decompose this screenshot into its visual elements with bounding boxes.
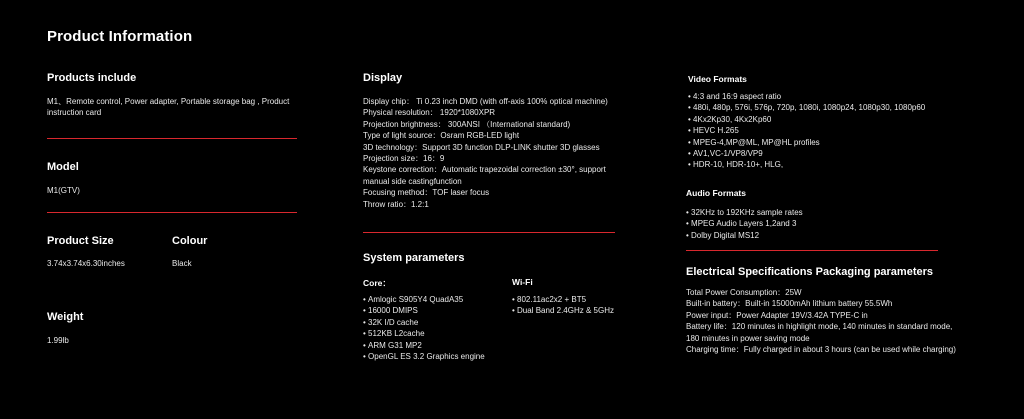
list-item: • 480i, 480p, 576i, 576p, 720p, 1080i, 1080p24, 1080p30, 1080p60 <box>688 102 925 113</box>
system-parameters-heading: System parameters <box>363 252 465 264</box>
list-item: • MPEG-4,MP@ML, MP@HL profiles <box>688 137 925 148</box>
divider-products <box>47 138 297 139</box>
product-size-value: 3.74x3.74x6.30inches <box>47 259 125 268</box>
list-item: • MPEG Audio Layers 1,2and 3 <box>686 218 803 229</box>
products-include-heading: Products include <box>47 72 137 84</box>
list-item: • AV1,VC-1/VP8/VP9 <box>688 148 925 159</box>
electrical-heading: Electrical Specifications Packaging parameters <box>686 266 934 278</box>
display-line: Throw ratio：1.2:1 <box>363 199 429 209</box>
display-line: Projection size：16：9 <box>363 154 445 164</box>
electrical-line: Total Power Consumption：25W <box>686 288 802 297</box>
product-size-heading: Product Size <box>47 235 114 247</box>
list-item: • OpenGL ES 3.2 Graphics engine <box>363 351 485 362</box>
display-line: Physical resolution： 1920*1080XPR <box>363 108 496 118</box>
list-item: • HDR-10, HDR-10+, HLG, <box>688 159 925 170</box>
audio-formats-heading: Audio Formats <box>686 188 746 198</box>
display-line: 3D technology：Support 3D function DLP-LINK shutter 3D glasses <box>363 142 600 152</box>
core-list <box>363 294 485 362</box>
electrical-line: 180 minutes in power saving mode <box>686 333 810 343</box>
model-value: M1(GTV) <box>47 186 80 195</box>
list-item: • Dual Band 2.4GHz & 5GHz <box>512 305 614 316</box>
audio-formats-list <box>686 207 803 241</box>
electrical-line: Built-in battery：Built-in 15000mAh lithium battery 55.5Wh <box>686 299 893 309</box>
divider-display <box>363 232 615 233</box>
core-heading: Core： <box>363 278 391 288</box>
divider-model <box>47 212 297 213</box>
list-item: • 512KB L2cache <box>363 328 485 339</box>
electrical-spec-list <box>686 287 956 355</box>
display-line: Type of light source：Osram RGB-LED light <box>363 131 520 141</box>
list-item: • ARM G31 MP2 <box>363 340 485 351</box>
products-include-text: M1、Remote control, Power adapter, Portable storage bag , Product instruction card <box>47 97 290 118</box>
display-spec-list <box>363 96 608 210</box>
list-item: • 16000 DMIPS <box>363 305 485 316</box>
colour-value: Black <box>172 259 192 268</box>
wifi-list <box>512 294 614 317</box>
divider-audio <box>686 250 938 251</box>
list-item: • 4Kx2Kp30, 4Kx2Kp60 <box>688 114 925 125</box>
display-line: Focusing method：TOF laser focus <box>363 188 490 198</box>
display-heading: Display <box>363 72 403 84</box>
video-formats-heading: Video Formats <box>688 74 747 84</box>
page-title: Product Information <box>47 28 193 45</box>
weight-value: 1.99lb <box>47 336 69 345</box>
model-heading: Model <box>47 161 79 173</box>
wifi-heading: Wi-Fi <box>512 277 533 287</box>
electrical-line: Charging time：Fully charged in about 3 hours (can be used while charging) <box>686 345 956 355</box>
video-formats-list <box>688 91 925 171</box>
colour-heading: Colour <box>172 235 208 247</box>
display-line: manual side castingfunction <box>363 176 462 186</box>
list-item: • 4:3 and 16:9 aspect ratio <box>688 91 925 102</box>
display-line: Display chip： Ti 0.23 inch DMD (with off-axis 100% optical machine) <box>363 97 608 106</box>
display-line: Projection brightness： 300ANSI （International standard) <box>363 119 571 129</box>
list-item: • HEVC H.265 <box>688 125 925 136</box>
list-item: • Amlogic S905Y4 QuadA35 <box>363 294 485 305</box>
list-item: • 32KHz to 192KHz sample rates <box>686 207 803 218</box>
display-line: Keystone correction：Automatic trapezoidal correction ±30°, support <box>363 165 606 175</box>
weight-heading: Weight <box>47 311 84 323</box>
electrical-line: Power input：Power Adapter 19V/3.42A TYPE-C in <box>686 310 868 320</box>
list-item: • 32K I/D cache <box>363 317 485 328</box>
electrical-line: Battery life：120 minutes in highlight mode, 140 minutes in standard mode, <box>686 322 953 332</box>
list-item: • 802.11ac2x2 + BT5 <box>512 294 614 305</box>
list-item: • Dolby Digital MS12 <box>686 230 803 241</box>
